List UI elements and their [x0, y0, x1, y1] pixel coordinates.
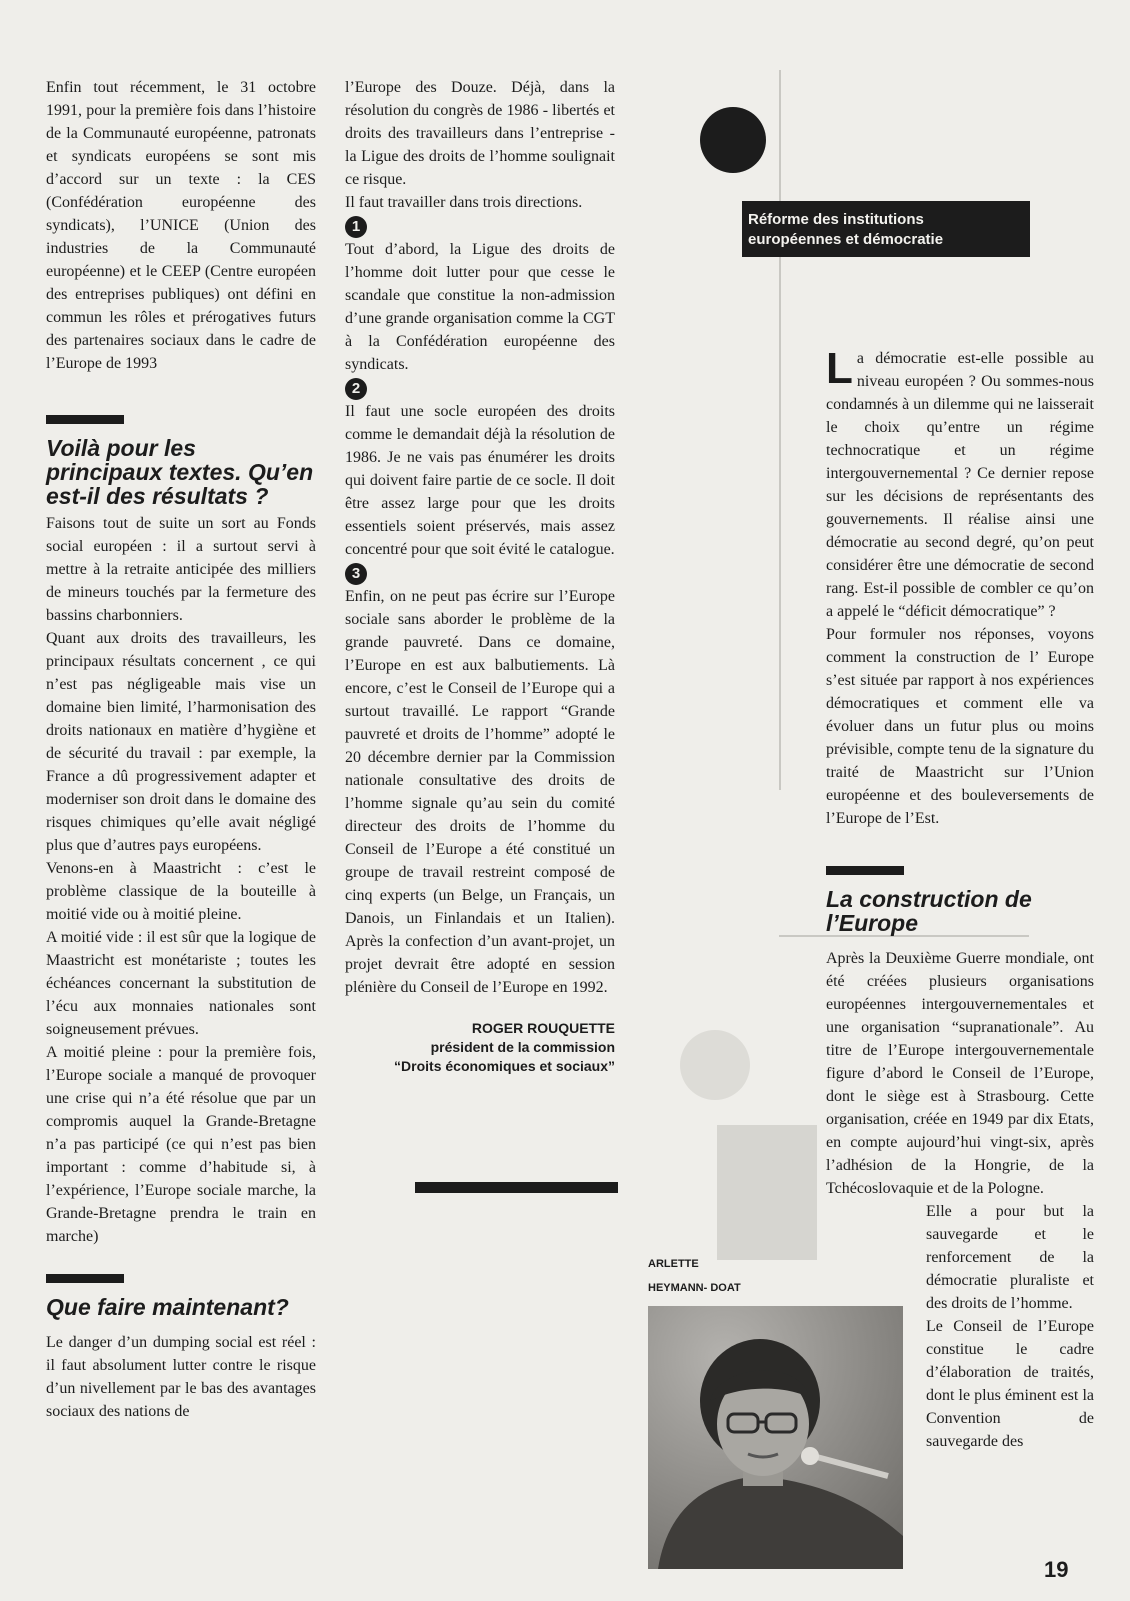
- section-rule: [46, 1274, 124, 1283]
- photo-credit: [648, 1252, 741, 1300]
- column-1: [46, 76, 316, 1423]
- paragraph: Le danger d’un dumping social est réel : il faut absolument lutter contre le risque d’un nivellement par le bas des avantages sociaux des nations de: [46, 1334, 316, 1420]
- section-rule: [826, 866, 904, 875]
- section-heading: La construction de l’Europe: [826, 886, 1032, 936]
- banner-line: européennes et démocratie: [748, 231, 944, 248]
- portrait-illustration: [648, 1306, 903, 1569]
- bleed-through-block: [717, 1125, 817, 1260]
- paragraph: A moitié vide : il est sûr que la logique de Maastricht est monétariste ; toutes les échéances concernant la substitution de l’écu aux monnaies nationales sont soigneusement prévues.: [46, 929, 316, 1038]
- paragraph: Enfin, on ne peut pas écrire sur l’Europe sociale sans aborder le problème de la grande pauvreté. Dans ce domaine, l’Europe en est aux balbutiements. Là encore, c’est le Conseil de l’Europe qui a surtout travaillé. Le rapport “Grande pauvreté et droits de l’homme” adopté le 20 décembre dernier par la Commission nationale consultative des droits de l’homme signale qu’au sein du comité directeur des droits de l’homme du Conseil de l’Europe a été constitué un groupe de travail restreint composé de cinq experts (un Belge, un Français, un Danois, un Finlandais et un Italien). Après la confection d’un avant-projet, un projet devrait être adopté en session plénière du Conseil de l’Europe en 1992.: [345, 588, 615, 996]
- paragraph: Elle a pour but la sauvegarde et le renforcement de la démocratie pluraliste et des droits de l’homme.: [926, 1203, 1094, 1312]
- author-role: président de la commission: [430, 1039, 615, 1055]
- author-role: “Droits économiques et sociaux”: [394, 1058, 615, 1074]
- paragraph: [826, 344, 1094, 623]
- column-2: [345, 76, 615, 1076]
- number-badge-1: 1: [345, 216, 367, 238]
- page-number: 19: [1044, 1557, 1069, 1582]
- section-rule: [46, 415, 124, 424]
- section-heading: Voilà pour les principaux textes. Qu’en est-il des résultats ?: [46, 435, 314, 509]
- paragraph: A moitié pleine : pour la première fois, l’Europe sociale a manqué de provoquer une crise qui n’a été résolue que par un compromis auquel la Grande-Bretagne n’a pas participé (ce qui n’est pas bien important : comme d’habitude si, à l’expérience, l’Europe sociale marche, la Grande-Bretagne prendra le train en marche): [46, 1044, 316, 1245]
- column-3: [826, 344, 1094, 1453]
- paragraph: Après la Deuxième Guerre mondiale, ont été créées plusieurs organisations européennes intergouvernementales et une organisation “supranationale”. Au titre de l’Europe intergouvernementale figure d’abord le Conseil de l’Europe, dont le siège est à Strasbourg. Cette organisation, créée en 1949 par dix Etats, en compte aujourd’hui vingt-six, après l’adhésion de la Hongrie, de la Tchécoslovaquie et de la Pologne.: [826, 950, 1094, 1197]
- paragraph: Il faut travailler dans trois directions.: [345, 194, 583, 211]
- drop-cap: L: [826, 344, 853, 393]
- paragraph: l’Europe des Douze. Déjà, dans la résolution du congrès de 1986 - libertés et droits des travailleurs dans l’entreprise - la Ligue des droits de l’homme soulignait ce risque.: [345, 79, 615, 188]
- signature-bar: [415, 1182, 618, 1193]
- paragraph: Tout d’abord, la Ligue des droits de l’homme doit lutter pour que cesse le scandale que constitue la non-admission d’une grande organisation comme la CGT à la Confédération européenne des syndicats.: [345, 241, 615, 373]
- author-name: ROGER ROUQUETTE: [471, 1020, 615, 1036]
- bleed-through-rule: [779, 70, 781, 790]
- paragraph: Il faut une socle européen des droits comme le demandait déjà la résolution de 1986. Je ne vais pas énumérer les droits qui doivent faire partie de ce socle. Il doit être assez large pour que les droits essentiels soient préservés, mais assez concentré pour que soit évité le catalogue.: [345, 403, 615, 558]
- banner-line: Réforme des institutions: [748, 211, 924, 228]
- number-badge-2: 2: [345, 378, 367, 400]
- paragraph: Le Conseil de l’Europe constitue le cadre d’élaboration de traités, dont le plus éminent est la Convention de sauvegarde des: [926, 1318, 1094, 1450]
- article-banner: [742, 201, 1030, 257]
- signature: [345, 1019, 615, 1076]
- paragraph: Venons-en à Maastricht : c’est le problème classique de la bouteille à moitié vide ou à moitié pleine.: [46, 860, 316, 923]
- decorative-dot: [700, 107, 766, 173]
- paragraph: Enfin tout récemment, le 31 octobre 1991, pour la première fois dans l’histoire de la Communauté européenne, patronats et syndicats européens se sont mis d’accord sur un texte : la CES (Confédération européenne des syndicats), l’UNICE (Union des industries de la Communauté européenne) et le CEEP (Centre européen des entreprises publiques) ont défini en commun les rôles et prérogatives futurs des partenaires sociaux dans le cadre de l’Europe de 1993: [46, 79, 316, 372]
- credit-line: HEYMANN- DOAT: [648, 1282, 741, 1294]
- number-badge-3: 3: [345, 563, 367, 585]
- paragraph: Quant aux droits des travailleurs, les principaux résultats concernent , ce qui n’est pas négligeable mais vise un domaine bien limité, l’harmonisation des droits nationaux en matière d’hygiène et de sécurité du travail : par exemple, la France a dû progressivement adapter et moderniser son droit dans le domaine des risques chimiques qu’elle avait négligé plus que d’autres pays européens.: [46, 630, 316, 854]
- credit-line: ARLETTE: [648, 1258, 699, 1270]
- paragraph: Pour formuler nos réponses, voyons comment la construction de l’ Europe s’est située par rapport à nos expériences démocratiques et comment elle va évoluer dans un futur plus ou moins prévisible, compte tenu de la signature du traité de Maastricht sur l’Union européenne et des bouleversements de l’Europe de l’Est.: [826, 626, 1094, 827]
- paragraph: Faisons tout de suite un sort au Fonds social européen : il a surtout servi à mettre à la retraite anticipée des milliers de mineurs touchés par la fermeture des bassins charbonniers.: [46, 515, 316, 624]
- portrait-photo: [648, 1306, 903, 1569]
- bleed-through-circle: [680, 1030, 750, 1100]
- section-heading: Que faire maintenant?: [46, 1294, 289, 1320]
- paragraph-text: a démocratie est-elle possible au niveau européen ? Ou sommes-nous condamnés à un dilemme qui ne laisserait le choix qu’entre un régime technocratique et un régime intergouvernemental ? Ce dernier repose sur les décisions de représentants des gouvernements. Il réalise ainsi une démocratie au second degré, qu’on peut considérer être une démocratie de second rang. Est-il possible de combler ce qu’on a appelé le “déficit démocratique” ?: [826, 350, 1094, 620]
